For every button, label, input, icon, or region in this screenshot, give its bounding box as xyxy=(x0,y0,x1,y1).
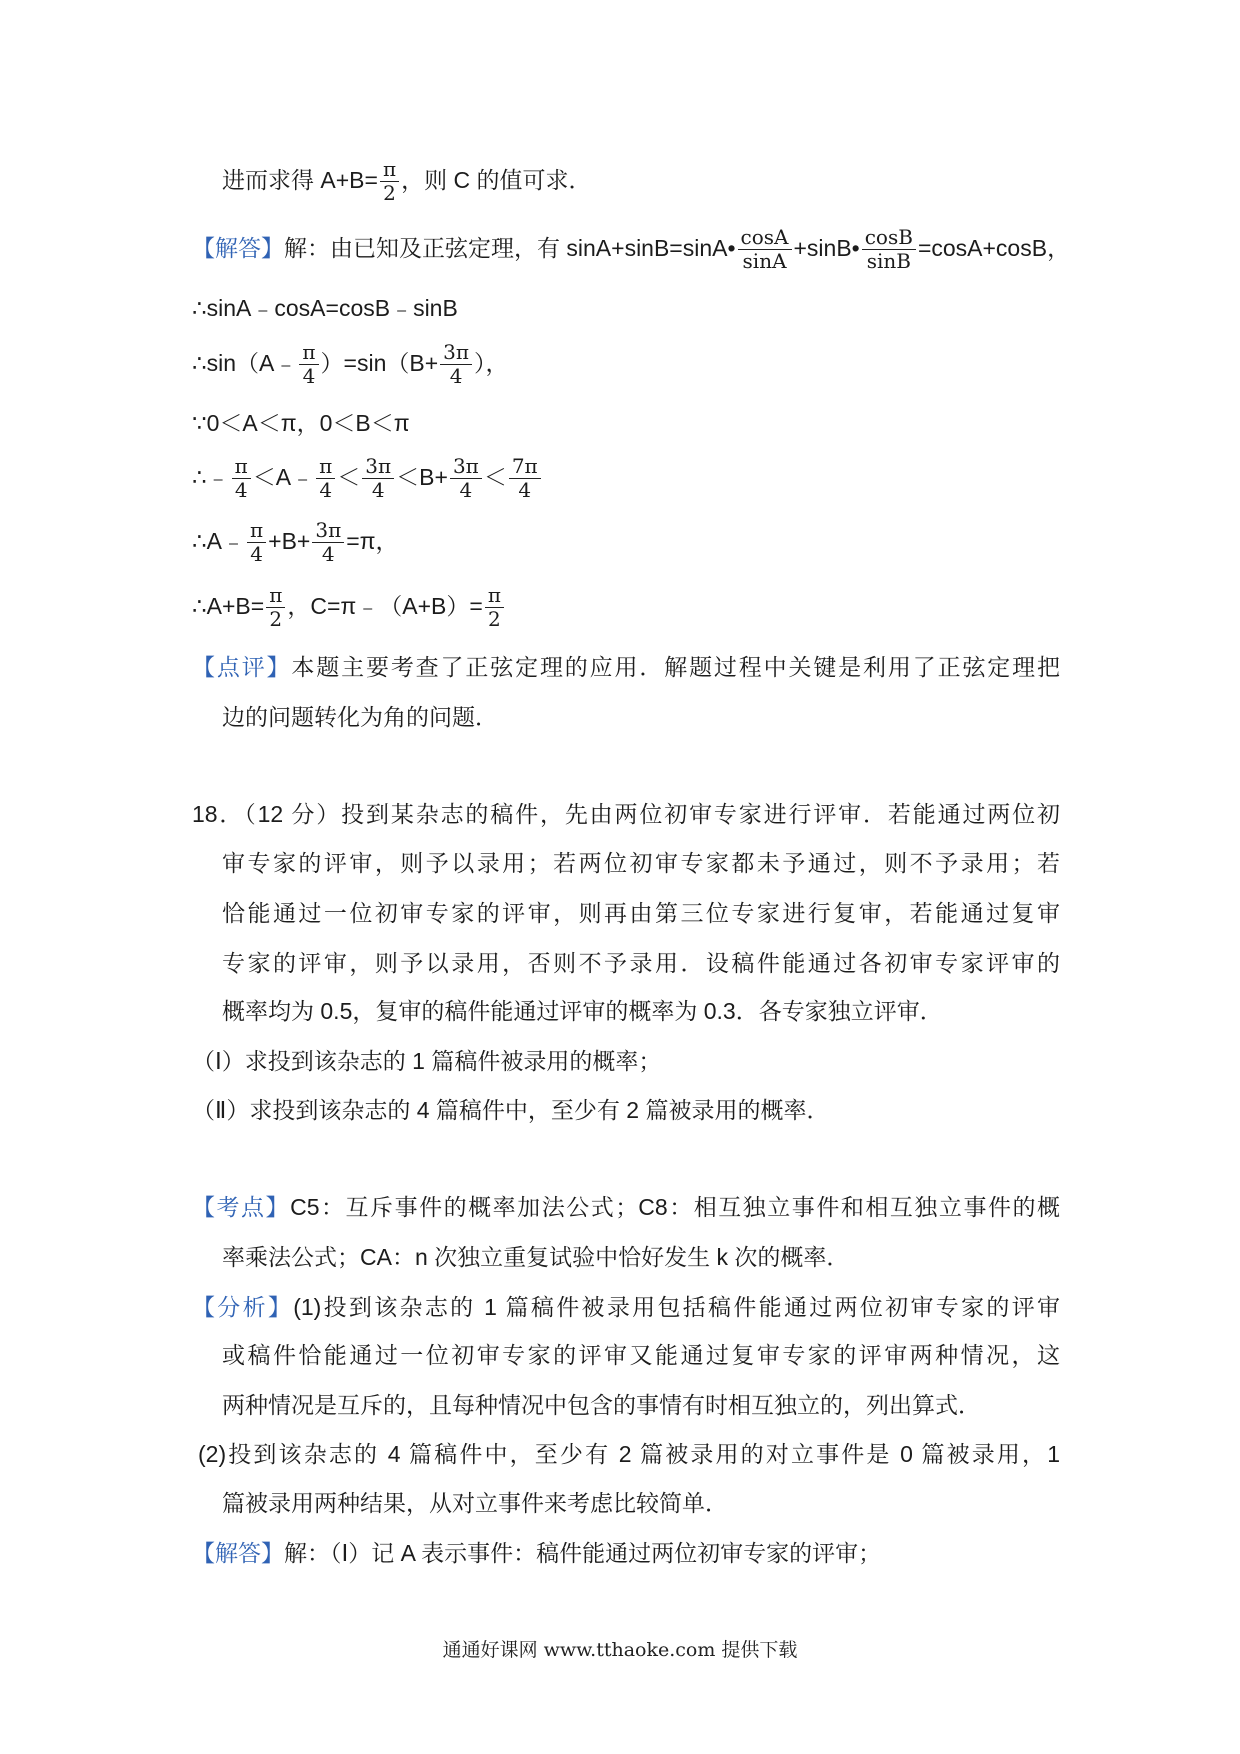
fraction-numerator: cosB xyxy=(864,225,913,250)
fraction xyxy=(312,519,344,566)
analysis-line: 两种情况是互斥的，且每种情况中包含的事情有时相互独立的，列出算式． xyxy=(222,1392,981,1418)
equation-line: ∴sinA﹣cosA=cosB﹣sinB xyxy=(192,295,458,321)
question-stem-line: 18．（12 分）投到某杂志的稿件，先由两位初审专家进行评审．若能通过两位初 xyxy=(192,801,1060,827)
question-stem-line: 恰能通过一位初审专家的评审，则再由第三位专家进行复审，若能通过复审 xyxy=(222,900,1060,926)
fraction-denominator: sinA xyxy=(738,249,792,273)
answer-tag: 【解答】 xyxy=(192,1540,284,1566)
text-segment: ＜ xyxy=(483,464,507,490)
equation-line xyxy=(192,335,509,391)
question-stem-line: 概率均为 0.5，复审的稿件能通过评审的概率为 0.3．各专家独立评审． xyxy=(222,998,943,1024)
text-segment: ∴﹣ xyxy=(192,464,230,490)
fraction-numerator: π xyxy=(319,454,333,479)
fraction-denominator: 4 xyxy=(247,542,266,566)
text-segment: ＜A﹣ xyxy=(252,464,315,490)
text-segment: ）， xyxy=(474,350,509,376)
fraction-denominator: 4 xyxy=(312,542,344,566)
question-stem-line: 专家的评审，则予以录用，否则不予录用．设稿件能通过各初审专家评审的 xyxy=(222,950,1060,976)
text-segment: =π， xyxy=(346,528,399,554)
text-segment: ，C=π﹣（A+B）= xyxy=(287,593,483,619)
fraction xyxy=(509,455,541,502)
fraction-denominator: 4 xyxy=(440,364,472,388)
text-segment: 进而求得 A+B= xyxy=(222,167,378,193)
fraction-numerator: π xyxy=(234,454,248,479)
comment-line xyxy=(192,639,1060,695)
fraction xyxy=(440,341,472,388)
comment-tag: 【点评】 xyxy=(192,654,292,680)
text-segment: ∴A﹣ xyxy=(192,528,245,554)
fraction xyxy=(316,455,335,502)
fraction-numerator: 3π xyxy=(452,454,479,479)
text-segment: ∴sin（A﹣ xyxy=(192,350,298,376)
fraction-numerator: π xyxy=(269,583,283,608)
analysis-line: 或稿件恰能通过一位初审专家的评审又能通过复审专家的评审两种情况，这 xyxy=(222,1342,1060,1368)
answer-tag: 【解答】 xyxy=(192,235,284,261)
fraction-numerator: 3π xyxy=(443,340,470,365)
fraction-denominator: 4 xyxy=(362,478,394,502)
fraction xyxy=(738,226,792,273)
fraction-denominator: 4 xyxy=(509,478,541,502)
fraction-numerator: π xyxy=(487,583,501,608)
comment-line: 边的问题转化为角的问题． xyxy=(222,704,498,730)
answer-line xyxy=(192,220,1070,276)
text-segment: ＜B+ xyxy=(396,464,448,490)
fraction-numerator: π xyxy=(382,157,397,182)
fraction xyxy=(862,226,916,273)
fraction-numerator: π xyxy=(302,340,316,365)
page-footer: 通通好课网 www.tthaoke.com 提供下载 xyxy=(442,1639,798,1661)
fraction-numerator: cosA xyxy=(740,225,789,250)
equation-line xyxy=(192,578,506,634)
text-segment: ∴A+B= xyxy=(192,593,265,619)
fraction-numerator: 7π xyxy=(511,454,538,479)
analysis-line: (2)投到该杂志的 4 篇稿件中，至少有 2 篇被录用的对立事件是 0 篇被录用，1 xyxy=(198,1441,1060,1467)
text-segment: ，则 C 的值可求． xyxy=(401,167,592,193)
fraction xyxy=(362,455,394,502)
text-segment: +B+ xyxy=(268,528,311,554)
knowledge-tag: 【考点】 xyxy=(192,1194,291,1220)
answer-line xyxy=(192,1525,881,1581)
text-segment: =cosA+cosB， xyxy=(917,235,1071,261)
fraction xyxy=(299,341,318,388)
analysis-tag: 【分析】 xyxy=(192,1294,294,1320)
text-segment: 解：（Ⅰ）记 A 表示事件：稿件能通过两位初审专家的评审； xyxy=(284,1540,882,1566)
text-segment: 解：由已知及正弦定理，有 sinA+sinB=sinA• xyxy=(284,235,736,261)
fraction-numerator: π xyxy=(249,518,264,543)
text-segment: ）=sin（B+ xyxy=(320,350,439,376)
analysis-conclusion-line xyxy=(222,152,591,208)
fraction-denominator: 4 xyxy=(299,364,318,388)
fraction xyxy=(232,455,251,502)
equation-line: ∵0＜A＜π，0＜B＜π xyxy=(192,410,410,436)
fraction-denominator: 4 xyxy=(450,478,482,502)
fraction-numerator: 3π xyxy=(315,518,342,543)
fraction-denominator: 4 xyxy=(316,478,335,502)
fraction xyxy=(266,584,285,631)
fraction-denominator: sinB xyxy=(862,249,916,273)
fraction xyxy=(380,158,399,205)
fraction xyxy=(485,584,504,631)
text-segment: ＜ xyxy=(337,464,361,490)
knowledge-line xyxy=(192,1179,1060,1235)
analysis-line: 篇被录用两种结果，从对立事件来考虑比较简单． xyxy=(222,1490,728,1516)
text-segment: +sinB• xyxy=(793,235,860,261)
question-stem-line: 审专家的评审，则予以录用；若两位初审专家都未予通过，则不予录用；若 xyxy=(222,850,1060,876)
equation-line xyxy=(192,449,543,505)
text-segment: C5：互斥事件的概率加法公式；C8：相互独立事件和相互独立事件的概 xyxy=(290,1194,1060,1220)
fraction-denominator: 2 xyxy=(485,607,504,631)
fraction-denominator: 2 xyxy=(380,181,399,205)
equation-line xyxy=(192,513,399,569)
fraction-denominator: 2 xyxy=(266,607,285,631)
question-part-1: （Ⅰ）求投到该杂志的 1 篇稿件被录用的概率； xyxy=(192,1048,662,1074)
question-part-2: （Ⅱ）求投到该杂志的 4 篇稿件中，至少有 2 篇被录用的概率． xyxy=(192,1097,830,1123)
fraction-denominator: 4 xyxy=(232,478,251,502)
text-segment: 本题主要考查了正弦定理的应用．解题过程中关键是利用了正弦定理把 xyxy=(291,654,1060,680)
text-segment: (1)投到该杂志的 1 篇稿件被录用包括稿件能通过两位初审专家的评审 xyxy=(293,1294,1060,1320)
knowledge-line: 率乘法公式；CA：n 次独立重复试验中恰好发生 k 次的概率． xyxy=(222,1244,850,1270)
fraction-numerator: 3π xyxy=(365,454,392,479)
fraction xyxy=(450,455,482,502)
fraction xyxy=(247,519,266,566)
